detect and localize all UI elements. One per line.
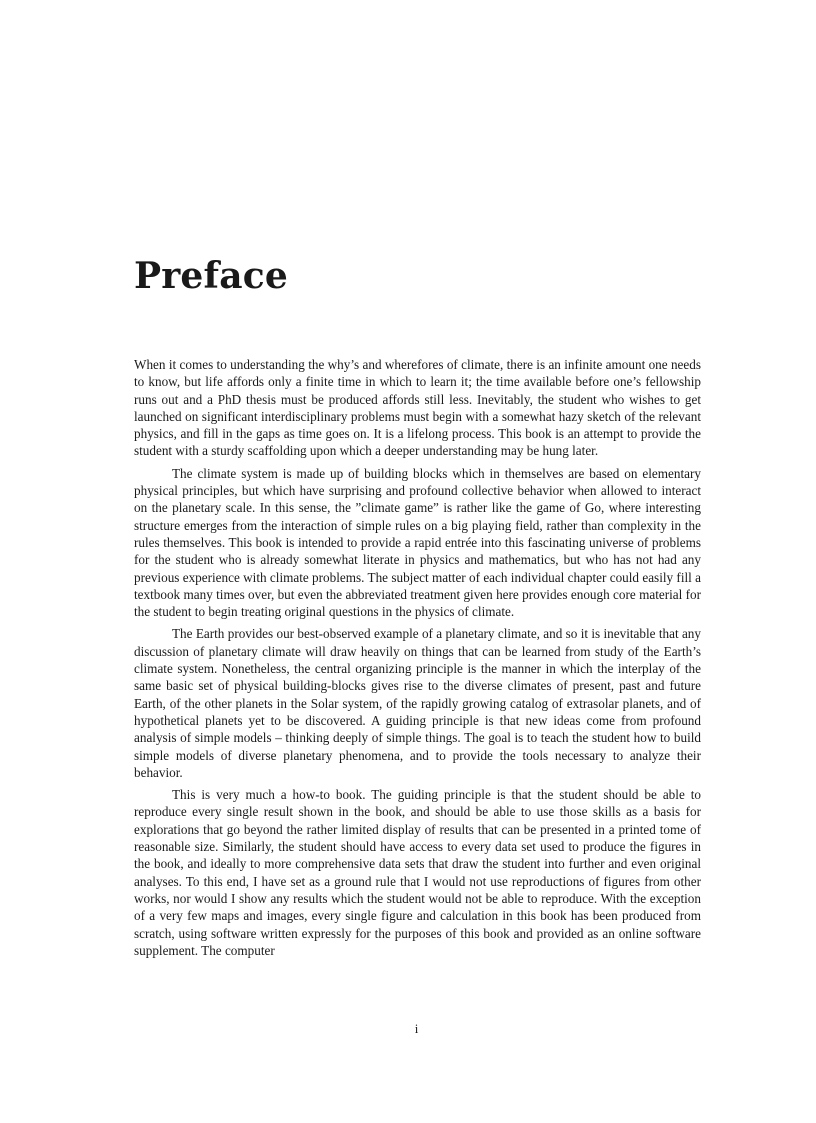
preface-body [134,356,701,964]
paragraph: The Earth provides our best-observed example of a planetary climate, and so it is inevitable that any discussion of planetary climate will draw heavily on things that can be learned from study of the Earth’s climate system. Nonetheless, the central organizing principle is the manner in which the interplay of the same basic set of physical building-blocks gives rise to the diverse climates of present, past and future Earth, of the other planets in the Solar system, of the rapidly growing catalog of extrasolar planets, and of hypothetical planets yet to be discovered. A guiding principle is that new ideas come from profound analysis of simple models – thinking deeply of simple things. The goal is to teach the student how to build simple models of diverse planetary phenomena, and to provide the tools necessary to analyze their behavior. [134,626,701,780]
paragraph: When it comes to understanding the why’s and wherefores of climate, there is an infinite amount one needs to know, but life affords only a finite time in which to learn it; the time available before one’s fellowship runs out and a PhD thesis must be produced affords still less. Inevitably, the student who wishes to get launched on significant interdisciplinary problems must begin with a somewhat hazy sketch of the relevant physics, and fill in the gaps as time goes on. It is a lifelong process. This book is an attempt to provide the student with a sturdy scaffolding upon which a deeper understanding may be hung later. [134,357,701,459]
page-number: i [414,1021,419,1036]
paragraph: This is very much a how-to book. The guiding principle is that the student should be able to reproduce every single result shown in the book, and should be able to use those skills as a basis for explorations that go beyond the rather limited display of results that can be presented in a printed tome of reasonable size. Similarly, the student should have access to every data set used to produce the figures in the book, and ideally to more comprehensive data sets that draw the student into further and even original analyses. To this end, I have set as a ground rule that I would not use reproductions of figures from other works, nor would I show any results which the student would not be able to reproduce. With the exception of a very few maps and images, every single figure and calculation in this book has been produced from scratch, using software written expressly for the purposes of this book and provided as an online software supplement. The computer [134,787,701,958]
paragraph: The climate system is made up of building blocks which in themselves are based on elementary physical principles, but which have surprising and profound collective behavior when allowed to interact on the planetary scale. In this sense, the ”climate game” is rather like the game of Go, where interesting structure emerges from the interaction of simple rules on a big playing field, rather than complexity in the rules themselves. This book is intended to provide a rapid entrée into this fascinating universe of problems for the student who is already somewhat literate in physics and mathematics, but who has not had any previous experience with climate problems. The subject matter of each individual chapter could easily fill a textbook many times over, but even the abbreviated treatment given here provides enough core material for the student to begin treating original questions in the physics of climate. [134,465,701,620]
page-title: Preface [134,255,288,297]
